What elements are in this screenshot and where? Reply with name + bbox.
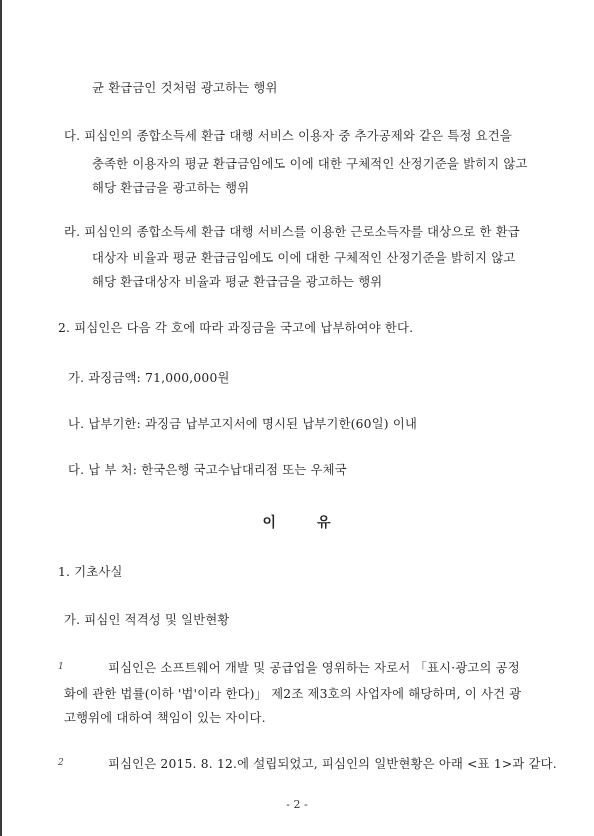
- paragraph-1-line: 화에 관한 법률(이하 '법'이라 한다)」 제2조 제3호의 사업자에 해당하며, 이 사건 광: [64, 687, 522, 701]
- item-ra-line: 해당 환급대상자 비율과 평균 환급금을 광고하는 행위: [92, 275, 383, 289]
- page-left-border: [0, 0, 2, 836]
- paragraph-number: 1: [58, 662, 64, 672]
- payment-deadline: 나. 납부기한: 과징금 납부고지서에 명시된 납부기한(60일) 이내: [68, 417, 418, 431]
- paragraph-1-line: 고행위에 대하여 책임이 있는 자이다.: [64, 711, 266, 725]
- page-number: - 2 -: [286, 798, 308, 811]
- section-1-title: 1. 기초사실: [58, 565, 123, 579]
- text-line: 균 환급금인 것처럼 광고하는 행위: [92, 81, 278, 95]
- item-ra-line: 라. 피심인의 종합소득세 환급 대행 서비스를 이용한 근로소득자를 대상으로 한 환급: [64, 225, 520, 239]
- item-ra-line: 대상자 비율과 평균 환급금임에도 이에 대한 구체적인 산정기준을 밝히지 않고: [92, 251, 516, 265]
- subsection-ga-title: 가. 피심인 적격성 및 일반현황: [64, 613, 230, 627]
- payment-place: 다. 납 부 처: 한국은행 국고수납대리점 또는 우체국: [68, 463, 347, 477]
- order-2-line: 2. 피심인은 다음 각 호에 따라 과징금을 국고에 납부하여야 한다.: [58, 321, 414, 335]
- item-da-line: 해당 환급금을 광고하는 행위: [92, 181, 250, 195]
- section-heading-reason: [0, 512, 594, 532]
- heading-left-char: 이: [262, 515, 277, 531]
- paragraph-number: 2: [58, 758, 64, 768]
- item-da-line: 충족한 이용자의 평균 환급금임에도 이에 대한 구체적인 산정기준을 밝히지 않고: [92, 157, 528, 171]
- penalty-amount: 가. 과징금액: 71,000,000원: [68, 371, 230, 385]
- heading-right-char: 유: [317, 515, 332, 531]
- paragraph-1-line: 피심인은 소프트웨어 개발 및 공급업을 영위하는 자로서 「표시·광고의 공정: [108, 661, 520, 675]
- item-da-line: 다. 피심인의 종합소득세 환급 대행 서비스 이용자 중 추가공제와 같은 특정 요건을: [64, 129, 512, 143]
- paragraph-2-line: 피심인은 2015. 8. 12.에 설립되었고, 피심인의 일반현황은 아래 <표 1>과 같다.: [108, 757, 557, 771]
